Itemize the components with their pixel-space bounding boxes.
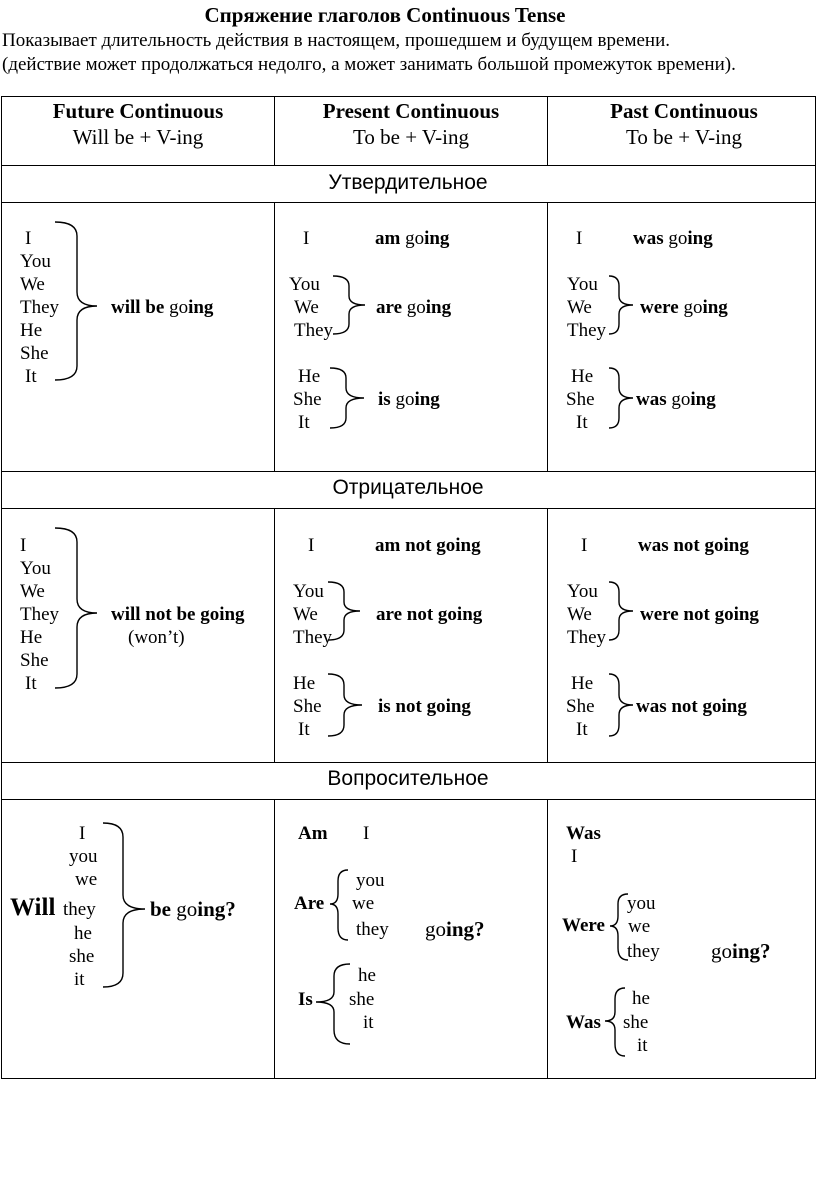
pronoun: They [567,320,607,341]
table-border-top [1,96,815,97]
pronoun: They [294,320,334,341]
header-future-title: Future Continuous [52,99,224,123]
pronoun: she [349,989,375,1010]
header-future-formula: Will be + V-ing [72,125,204,149]
question-aux: Am [298,823,328,844]
brace-icon [55,526,105,690]
pronoun: he [74,923,92,944]
question-aux: Was [566,1012,601,1033]
brace-icon [314,962,354,1046]
conjugation: were going [640,297,728,318]
brace-icon [55,220,105,382]
pronoun: I [571,846,578,867]
table-border-left [1,96,2,1079]
table-divider [1,165,815,166]
pronoun: He [571,673,594,694]
brace-icon [603,986,629,1058]
conjugation: going? [711,939,771,963]
pronoun: It [298,719,310,740]
conjugation: are going [376,297,452,318]
pronoun: it [363,1012,374,1033]
table-divider [1,762,815,763]
pronoun: They [293,627,333,648]
pronoun: He [293,673,316,694]
pronoun: You [567,581,598,602]
header-past-title: Past Continuous [610,99,758,123]
page-title: Спряжение глаголов Continuous Tense [204,3,566,27]
pronoun: He [20,627,43,648]
pronoun: You [289,274,320,295]
pronoun: She [293,389,322,410]
pronoun: She [566,389,595,410]
brace-icon [328,672,368,738]
pronoun: we [75,869,98,890]
pronoun: we [352,893,375,914]
conjugation: was going [633,228,713,249]
section-affirmative: Утвердительное [328,171,488,194]
pronoun: We [293,604,318,625]
question-aux: Were [562,915,605,936]
pronoun: It [576,719,588,740]
section-negative: Отрицательное [332,476,484,499]
conjugation: will be going [111,297,214,318]
question-aux: Are [294,893,325,914]
brace-icon [608,892,630,962]
pronoun: I [303,228,310,249]
pronoun: he [358,965,376,986]
conjugation: will not be going [111,604,245,625]
col-divider [274,508,275,762]
pronoun: We [20,274,45,295]
brace-icon [328,580,368,642]
table-divider [1,202,815,203]
contraction: (won’t) [128,627,185,648]
pronoun: They [567,627,607,648]
pronoun: you [627,893,656,914]
pronoun: I [363,823,370,844]
pronoun: We [20,581,45,602]
pronoun: She [293,696,322,717]
conjugation: was going [636,389,716,410]
pronoun: We [567,297,592,318]
pronoun: He [571,366,594,387]
question-aux: Was [566,823,601,844]
section-question: Вопросительное [327,767,489,790]
pronoun: They [20,604,60,625]
pronoun: I [581,535,588,556]
table-divider [1,508,815,509]
conjugation: were not going [640,604,759,625]
question-aux: Is [298,989,313,1010]
brace-icon [330,366,370,430]
pronoun: It [25,366,37,387]
pronoun: He [298,366,321,387]
table-divider [1,799,815,800]
pronoun: He [20,320,43,341]
pronoun: you [69,846,98,867]
pronoun: they [356,919,389,940]
conjugation: am not going [375,535,481,556]
conjugation: is not going [378,696,471,717]
pronoun: She [20,650,49,671]
pronoun: they [63,899,96,920]
pronoun: I [20,535,27,556]
brace-icon [333,274,373,336]
pronoun: they [627,941,660,962]
pronoun: It [576,412,588,433]
pronoun: You [20,558,51,579]
pronoun: I [79,823,86,844]
pronoun: It [25,673,37,694]
col-divider [547,202,548,471]
pronoun: you [356,870,385,891]
pronoun: We [294,297,319,318]
intro-line-1: Показывает длительность действия в настоящем, прошедшем и будущем времени. [2,30,671,51]
header-past-formula: To be + V-ing [626,125,742,149]
pronoun: I [576,228,583,249]
conjugation: is going [378,389,440,410]
conjugation: am going [375,228,450,249]
conjugation: was not going [636,696,747,717]
brace-icon [103,821,153,989]
intro-line-2: (действие может продолжаться недолго, а может занимать большой промежуток времени). [2,54,736,75]
pronoun: she [623,1012,649,1033]
col-divider [547,508,548,762]
conjugation: was not going [638,535,749,556]
pronoun: It [298,412,310,433]
header-present-formula: To be + V-ing [353,125,469,149]
conjugation: going? [425,917,485,941]
table-divider [1,471,815,472]
pronoun: They [20,297,60,318]
conjugation: are not going [376,604,483,625]
brace-icon [328,868,350,942]
pronoun: he [632,988,650,1009]
table-border-bottom [1,1078,815,1079]
col-divider [274,799,275,1078]
pronoun: she [69,946,95,967]
pronoun: We [567,604,592,625]
col-divider [274,202,275,471]
pronoun: it [74,969,85,990]
col-divider [547,799,548,1078]
pronoun: You [293,581,324,602]
question-aux: Will [10,894,56,921]
conjugation: be going? [150,897,236,921]
pronoun: I [25,228,32,249]
pronoun: She [20,343,49,364]
pronoun: She [566,696,595,717]
header-present-title: Present Continuous [322,99,500,123]
col-divider [274,96,275,165]
pronoun: it [637,1035,648,1056]
pronoun: You [20,251,51,272]
pronoun: I [308,535,315,556]
pronoun: we [628,916,651,937]
col-divider [547,96,548,165]
pronoun: You [567,274,598,295]
